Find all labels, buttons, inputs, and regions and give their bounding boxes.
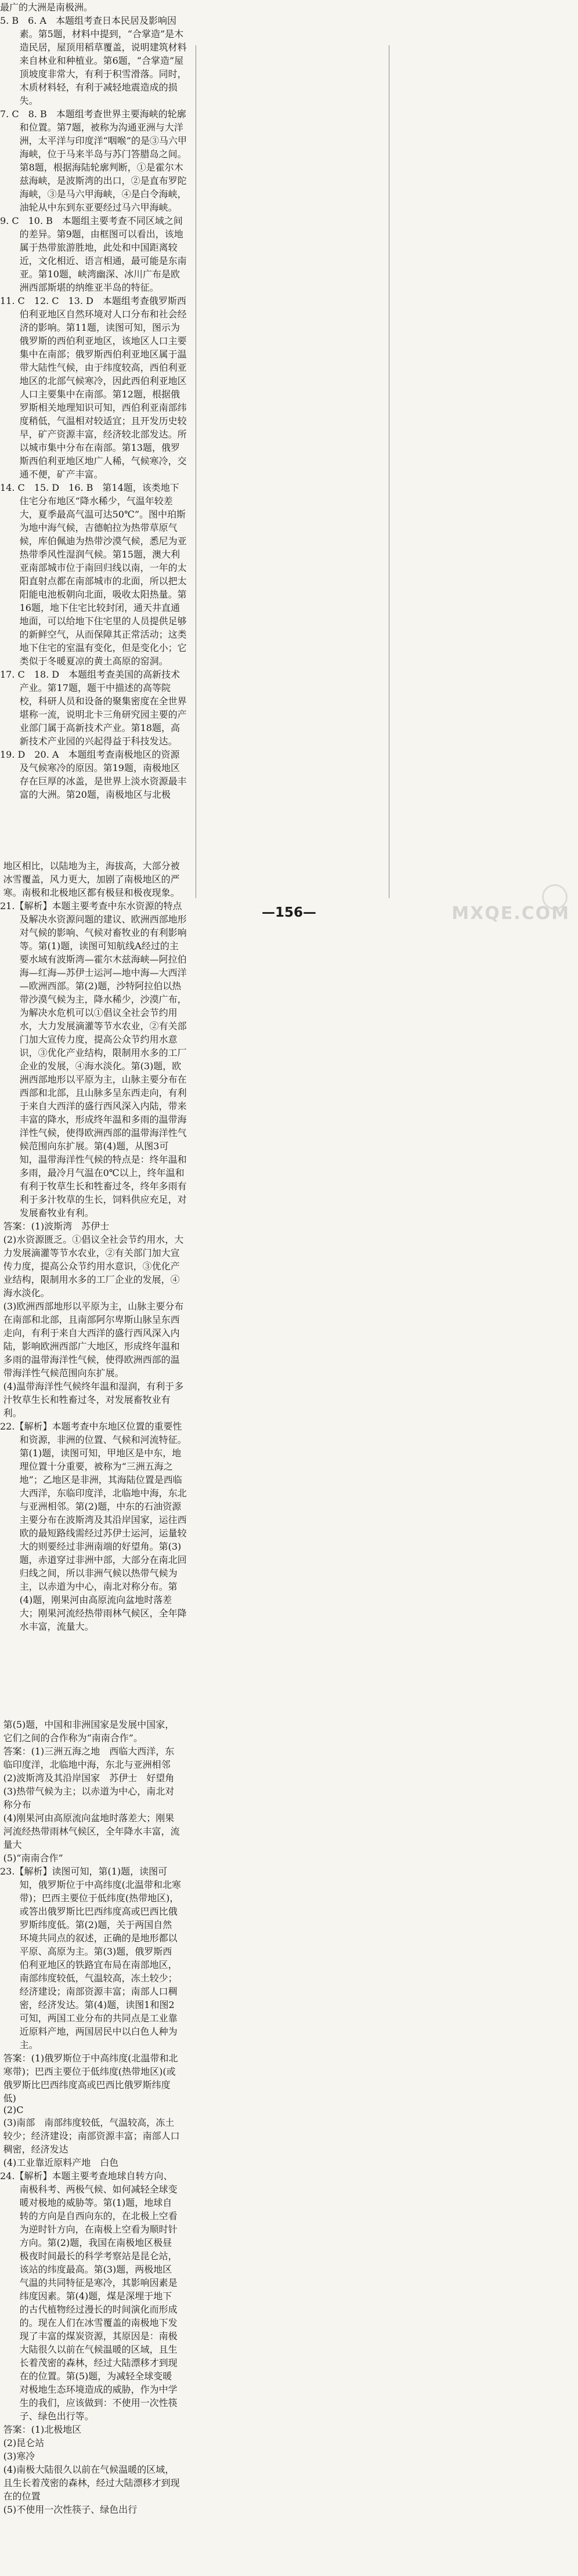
col1-paragraph: 9. C 10. B 本题组主要考查不同区域之间的差异。第9题，由框图可以看出，该地属于热带旅游胜地，此处和中国距离较近，文化相近、语言相通，最可能是东南亚。第10题，峡湾幽深、冰川广布是欧洲西部斯堪的纳维亚半岛的特征。: [0, 215, 187, 293]
col2-paragraph: 22.【解析】本题考查中东地区位置的重要性和资源，非洲的位置、气候和河流特征。第(1)题，读图可知，甲地区是中东，地理位置十分重要，被称为“三洲五海之地”；乙地区是非洲，其海陆位置是西临大西洋，东临印度洋，北临地中海，东北与亚洲相邻。第(2)题，中东的石油资源主要分布在波斯湾及其沿岸国家，运往西欧的最短路线需经过苏伊士运河，运量较大的则要经过非洲南端的好望角。第(3)题，赤道穿过非洲中部，大部分在南北回归线之间，所以非洲气候以热带气候为主，以赤道为中心，南北对称分布。第(4)题，刚果河由高原流向盆地时落差大；刚果河流经热带雨林气候区，全年降水丰富，流量大。: [0, 1421, 187, 1632]
col3-paragraph: (3)南部 南部纬度较低，气温较高，冻土较少；经济建设；南部资源丰富；南部人口稠密，经济发达: [3, 2117, 180, 2155]
col2-paragraph: (3)欧洲西部地形以平原为主，山脉主要分布在南部和北部，且南部阿尔卑斯山脉呈东西走向，有利于来自大西洋的盛行西风深入内陆，影响欧洲西部广大地区，形成终年温和多雨的温带海洋性气候，使得欧洲西部的温带海洋性气候范围向东扩展。: [3, 1301, 184, 1379]
col3-paragraph: 答案：(1)俄罗斯位于中高纬度(北温带和北寒带)；巴西主要位于低纬度(热带地区)(或俄罗斯比巴西纬度高或巴西比俄罗斯纬度低): [3, 2053, 178, 2104]
col2-paragraph: (2)水资源匮乏。①倡议全社会节约用水，大力发展滴灌等节水农业，②有关部门加大宣传力度，提高公众节约用水意识，③优化产业结构，限制用水多的工厂企业的发展，④海水淡化。: [3, 1234, 184, 1298]
col1-paragraph: 7. C 8. B 本题组考查世界主要海峡的轮廓和位置。第7题，被称为沟通亚洲与大洋洲，太平洋与印度洋“咽喉”的是③马六甲海峡，位于马来半岛与苏门答腊岛之间。第8题，根据海陆轮廓判断，①是霍尔木兹海峡，是波斯湾的出口，②是直布罗陀海峡，③是马六甲海峡，④是白令海峡，油轮从中东到东亚要经过马六甲海峡。: [0, 108, 187, 213]
col1-paragraph: 14. C 15. D 16. B 第14题，该类地下住宅分布地区“降水稀少，气温年较差大，夏季最高气温可达50℃”。图中珀斯为地中海气候，吉德帕拉为热带草原气候，库伯佩迪为热带沙漠气候，悉尼为亚热带季风性湿润气候。第15题，澳大利亚南部城市位于南回归线以南，一年的太阳直射点都在南部城市的北面，所以把太阳能电池板朝向北面，吸收太阳热量。第16题，地下住宅比较封闭，通天井直通地面，可以给地下住宅里的人员提供足够的新鲜空气，从而保障其正常活动；这类地下住宅的室温有变化，但是变化小；它类似于冬暖夏凉的黄土高原的窑洞。: [0, 482, 187, 667]
watermark-text: MXQE.COM: [451, 903, 570, 924]
col3-paragraph: 24.【解析】本题主要考查地球自转方向、南极科考、两极气候、如何减轻全球变暖对极地的威胁等。第(1)题，地球自转的方向是自西向东的，在北极上空看为逆时针方向，在南极上空看为顺时针方向。第(2)题，我国在南极地区极昼极夜时间最长的科学考察站是昆仑站，该站的纬度最高。第(3)题，两极地区气温的共同特征是寒冷，其影响因素是纬度因素。第(4)题，煤是深埋于地下的古代植物经过漫长的时间演化而形成的。现在人们在冰雪覆盖的南极地下发现了丰富的煤炭资源，其原因是：南极大陆很久以前在气候温暖的区域，且生长着茂密的森林，经过大陆漂移才到现在的位置。第(5)题，为减轻全球变暖对极地生态环境造成的威胁，作为中学生的我们，应该做到：不使用一次性筷子、绿色出行等。: [0, 2170, 178, 2422]
col2-paragraph: 答案：(1)波斯湾 苏伊士: [3, 1221, 110, 1232]
col2-paragraph: (4)温带海洋性气候终年温和湿润，有利于多汁牧草生长和牲畜过冬，对发展畜牧业有利。: [3, 1381, 184, 1419]
column-right: [0, 1717, 181, 2576]
col3-paragraph: 第(5)题，中国和非洲国家是发展中国家，它们之间的合作称为“南南合作”。: [3, 1719, 175, 1743]
page-number: —156—: [261, 905, 316, 920]
col3-paragraph: (3)寒冷: [3, 2451, 35, 2462]
column-left: [0, 0, 187, 859]
col1-paragraph: 最广的大洲是南极洲。: [0, 2, 93, 13]
col3-paragraph: (4)南极大陆很久以前在气候温暖的区域，且生长着茂密的森林，经过大陆漂移才到现在的位置: [3, 2464, 180, 2502]
col3-paragraph: (2)昆仑站: [3, 2437, 45, 2448]
col3-paragraph: 答案：(1)北极地区: [3, 2424, 82, 2435]
col3-paragraph: (5)不使用一次性筷子、绿色出行: [3, 2504, 138, 2515]
col3-paragraph: (5)“南南合作”: [3, 1853, 63, 1864]
col1-paragraph: 19. D 20. A 本题组考查南极地区的资源及气候寒冷的原因。第19题，南极地区存在巨厚的冰盖，是世界上淡水资源最丰富的大洲。第20题，南极地区与北极: [0, 749, 187, 800]
col1-paragraph: 17. C 18. D 本题组考查美国的高新技术产业。第17题，题干中描述的高等院校，科研人员和设备的聚集密度在全世界堪称一流，说明北卡三角研究园主要的产业部门属于高新技术产业。第18题，高新技术产业园的兴起得益于科技发达。: [0, 669, 187, 747]
column-middle: [0, 859, 187, 1717]
col3-paragraph: (2)波斯湾及其沿岸国家 苏伊士 好望角: [3, 1772, 175, 1783]
col3-paragraph: 23.【解析】读图可知，第(1)题，读图可知，俄罗斯位于中高纬度(北温带和北寒带)；巴西主要位于低纬度(热带地区)，或答出俄罗斯比巴西纬度高或巴西比俄罗斯纬度低。第(2)题，关于两国自然环境共同点的叙述，正确的是地形都以平原、高原为主。第(3)题，俄罗斯西伯利亚地区的铁路宜布局在南部地区，南部纬度较低，气温较高，冻土较少；经济建设；南部资源丰富；南部人口稠密，经济发达。第(4)题，读图1和图2可知，两国工业分布的共同点是工业靠近原料产地，两国居民中以白色人种为主。: [0, 1866, 181, 2050]
col3-paragraph: (4)工业靠近原料产地 白色: [3, 2157, 119, 2168]
col2-paragraph: 地区相比，以陆地为主，海拔高，大部分被冰雪覆盖，风力更大，加剧了南极地区的严寒。南极和北极地区都有极昼和极夜现象。: [3, 860, 180, 898]
col3-paragraph: (4)刚果河由高原流向盆地时落差大；刚果河流经热带雨林气候区，全年降水丰富，流量大: [3, 1812, 180, 1850]
col3-paragraph: (2)C: [3, 2104, 24, 2115]
watermark-logo: [451, 883, 570, 924]
col2-paragraph: 21.【解析】本题主要考查中东水资源的特点及解决水资源问题的建议、欧洲西部地形对气候的影响、气候对畜牧业的有利影响等。第(1)题，读图可知航线A经过的主要水域有波斯湾—霍尔木兹海峡—阿拉伯海—红海—苏伊士运河—地中海—大西洋—欧洲西部。第(2)题，沙特阿拉伯以热带沙漠气候为主，降水稀少，沙漠广布，为解决水危机可以①倡议全社会节约用水，大力发展滴灌等节水农业，②有关部门加大宣传力度，提高公众节约用水意识，③优化产业结构，限制用水多的工厂企业的发展，④海水淡化。第(3)题，欧洲西部地形以平原为主，山脉主要分布在西部和北部，且山脉多呈东西走向，有利于来自大西洋的盛行西风深入内陆，带来丰富的降水，形成终年温和多雨的温带海洋性气候，使得欧洲西部的温带海洋性气候范围向东扩展。第(4)题，从图3可知，温带海洋性气候的特点是：终年温和多雨，最冷月气温在0℃以上，终年温和有利于牧草生长和牲畜过冬，终年多雨有利于多汁牧草的生长，饲料供应充足，对发展畜牧业有利。: [0, 900, 187, 1218]
col1-paragraph: 11. C 12. C 13. D 本题组考查俄罗斯西伯利亚地区自然环境对人口分布和社会经济的影响。第11题，读图可知，图示为俄罗斯的西伯利亚地区，该地区人口主要集中在南部；俄罗斯西伯利亚地区属于温带大陆性气候，由于纬度较高，西伯利亚地区的北部气候寒冷，因此西伯利亚地区人口主要集中在南部。第12题，根据俄罗斯相关地理知识可知，西伯利亚南部纬度稍低，气温相对较适宜；且开发历史较早，矿产资源丰富，经济较北部发达。所以城市集中分布在南部。第13题，俄罗斯西伯利亚地区地广人稀，气候寒冷，交通不便，矿产丰富。: [0, 295, 187, 480]
col1-paragraph: 5. B 6. A 本题组考查日本民居及影响因素。第5题，材料中提到，“合掌造”是木造民居，屋顶用稻草覆盖，说明建筑材料来自林业和种植业。第6题，“合掌造”屋顶坡度非常大，有利于积雪滑落。同时，木质材料轻，有利于减轻地震造成的损失。: [0, 15, 187, 106]
col3-paragraph: 答案：(1)三洲五海之地 西临大西洋，东临印度洋，北临地中海，东北与亚洲相邻: [3, 1746, 175, 1770]
col3-paragraph: (3)热带气候为主；以赤道为中心，南北对称分布: [3, 1786, 175, 1810]
